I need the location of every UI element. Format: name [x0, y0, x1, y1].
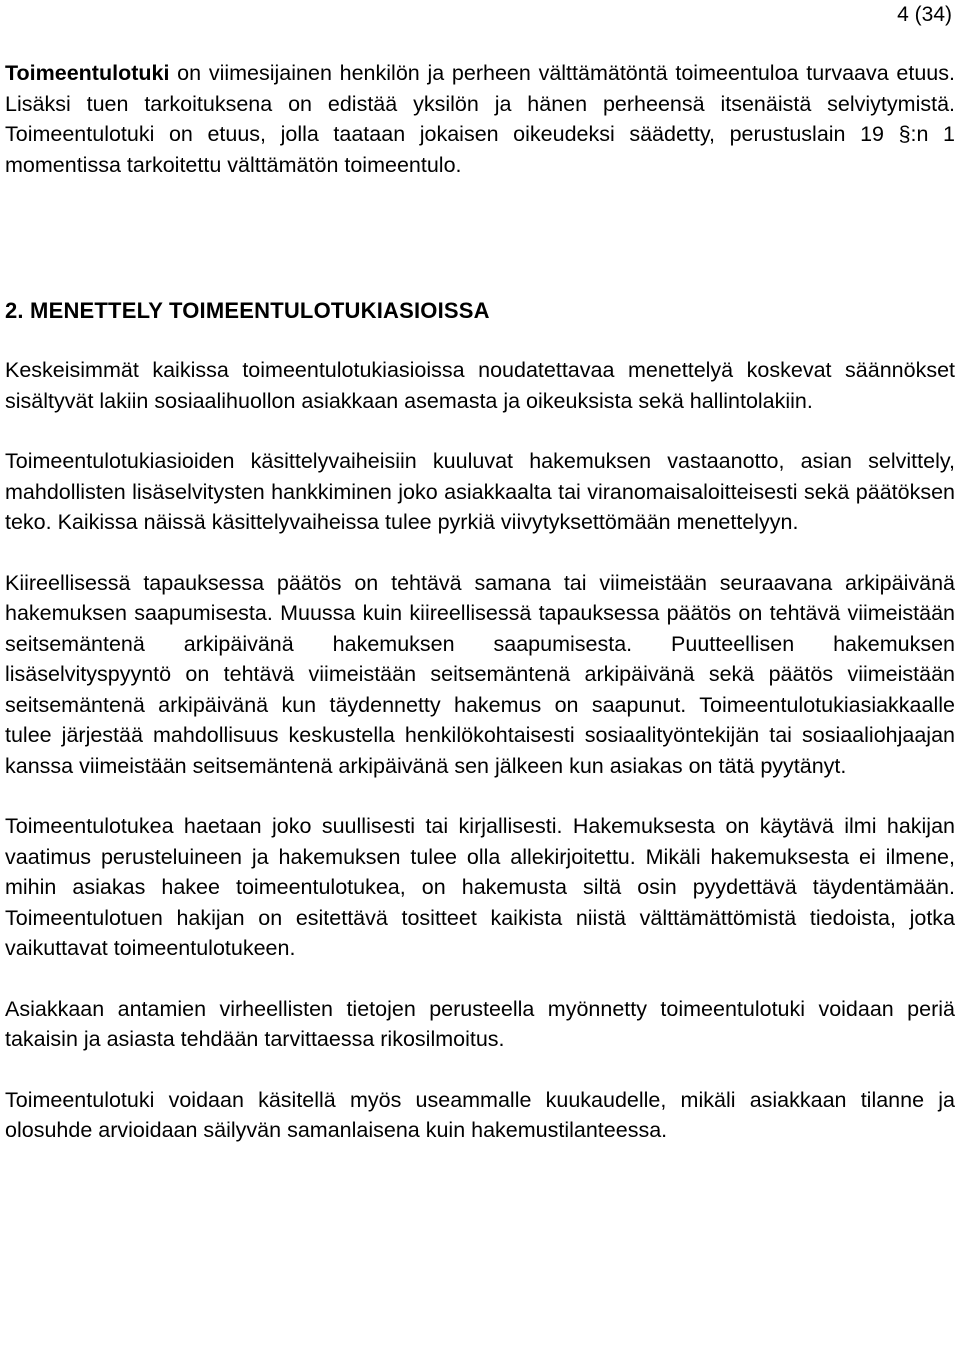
paragraph-deadlines: Kiireellisessä tapauksessa päätös on tehtävä samana tai viimeistään seuraavana arkipäivänä hakemuksen saapumisesta. Muussa kuin kiireellisessä tapauksessa päätös on tehtävä viimeistään seitsemäntenä arkipäivänä hakemuksen saapumisesta. Puutteellisen hakemuksen lisäselvityspyyntö on tehtävä viimeistään seitsemäntenä arkipäivänä sekä päätös viimeistään seitsemäntenä arkipäivänä kun täydennetty hakemus on saapunut. Toimeentulotukiasiakkaalle tulee järjestää mahdollisuus keskustella henkilökohtaisesti sosiaalityöntekijän tai sosiaaliohjaajan kanssa viimeistään seitsemäntenä arkipäivänä sen jälkeen kun asiakas on tätä pyytänyt.: [5, 570, 955, 778]
paragraph-multi-month: Toimeentulotuki voidaan käsitellä myös useammalle kuukaudelle, mikäli asiakkaan tilanne ja olosuhde arvioidaan säilyvän samanlaisena kuin hakemustilanteessa.: [5, 1087, 955, 1142]
paragraph-regulations: Keskeisimmät kaikissa toimeentulotukiasioissa noudatettavaa menettelyä koskevat säännökset sisältyvät lakiin sosiaalihuollon asiakkaan asemasta ja oikeuksista sekä hallintolakiin.: [5, 358, 955, 413]
page-number: 4 (34): [897, 3, 952, 26]
document-body: [5, 58, 955, 1176]
intro-paragraph: [5, 58, 955, 180]
paragraph-processing-stages: Toimeentulotukiasioiden käsittelyvaiheisiin kuuluvat hakemuksen vastaanotto, asian selvittely, mahdollisten lisäselvitysten hankkiminen joko asiakkaalta tai viranomaisaloitteisesti sekä päätöksen teko. Kaikissa näissä käsittelyvaiheissa tulee pyrkiä viivytyksettömään menettelyyn.: [5, 449, 955, 534]
section-heading: 2. MENETTELY TOIMEENTULOTUKIASIOISSA: [5, 298, 490, 323]
intro-lead-term: Toimeentulotuki: [5, 61, 170, 85]
paragraph-recovery: Asiakkaan antamien virheellisten tietojen perusteella myönnetty toimeentulotuki voidaan periä takaisin ja asiasta tehdään tarvittaessa rikosilmoitus.: [5, 996, 955, 1051]
intro-text: on viimesijainen henkilön ja perheen välttämätöntä toimeentuloa turvaava etuus. Lisäksi tuen tarkoituksena on edistää yksilön ja hänen perheensä itsenäistä selviytymistä. Toimeentulotuki on etuus, jolla taataan jokaisen oikeudeksi säädetty, perustuslain 19 §:n 1 momentissa tarkoitettu välttämätön toimeentulo.: [5, 61, 955, 177]
paragraph-application: Toimeentulotukea haetaan joko suullisesti tai kirjallisesti. Hakemuksesta on käytävä ilmi hakijan vaatimus perusteluineen ja hakemuksen tulee olla allekirjoitettu. Mikäli hakemuksesta ei ilmene, mihin asiakas hakee toimeentulotukea, on hakemusta siltä osin pyydettävä täydentämään. Toimeentulotuen hakijan on esitettävä tositteet kaikista niistä välttämättömistä tiedoista, jotka vaikuttavat toimeentulotukeen.: [5, 814, 955, 960]
